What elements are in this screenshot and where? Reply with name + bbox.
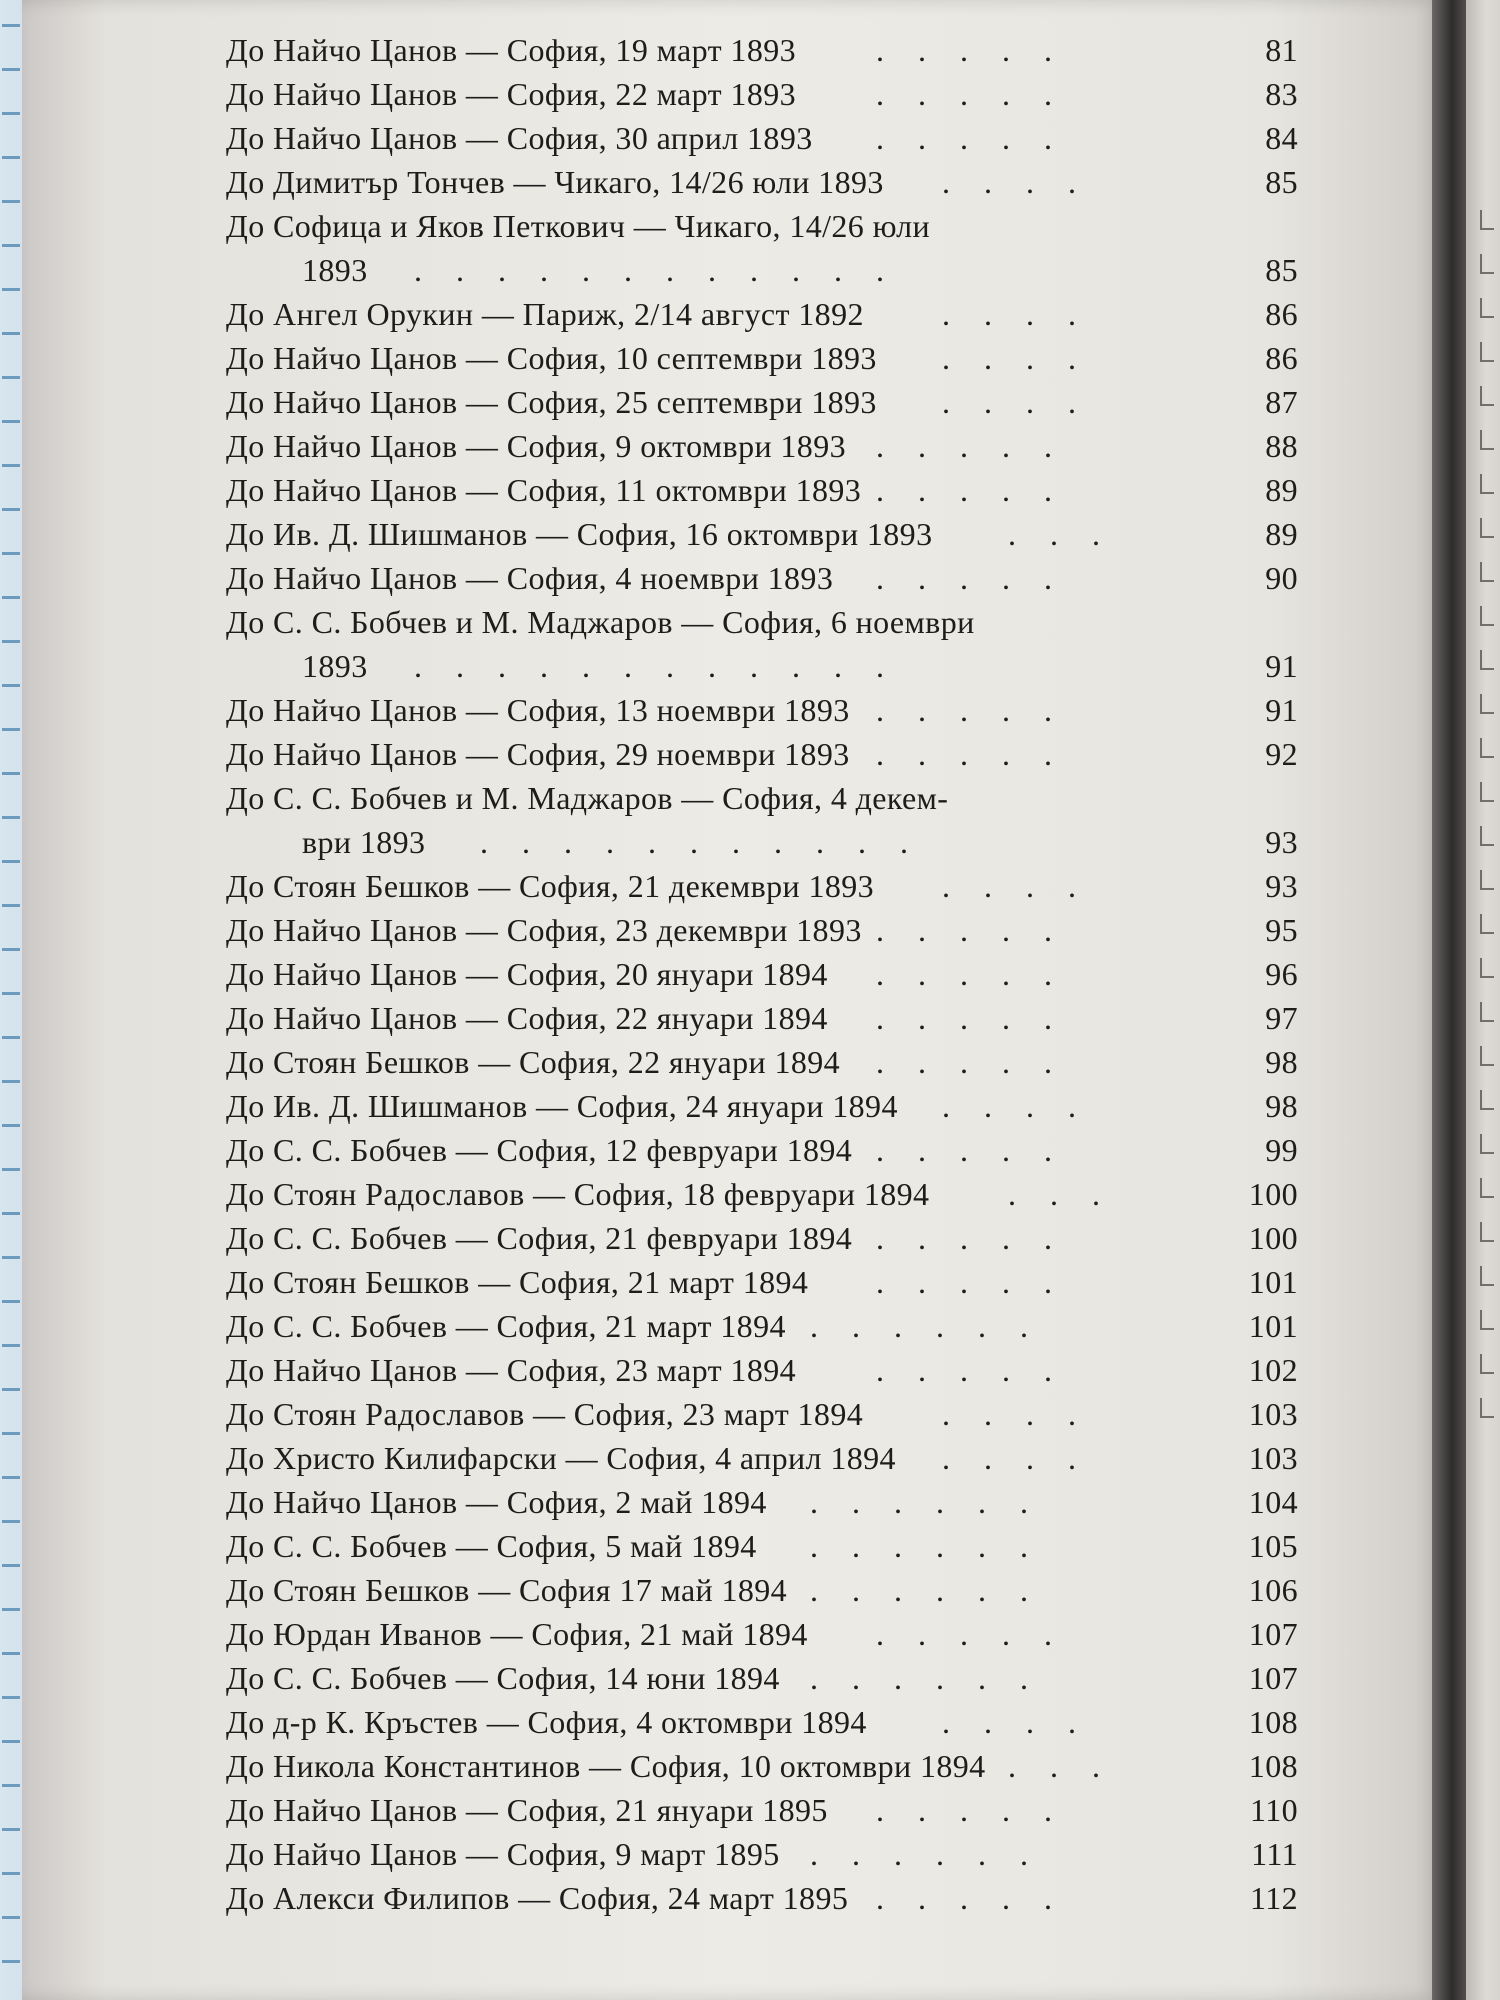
margin-tick xyxy=(2,1740,20,1743)
margin-tick xyxy=(2,332,20,335)
facing-page-glyph xyxy=(1480,386,1494,406)
dot-leader: ...... xyxy=(810,1660,1062,1696)
margin-tick xyxy=(2,1432,20,1435)
margin-tick xyxy=(2,68,20,71)
margin-tick xyxy=(2,1036,20,1039)
toc-entry-title: До Найчо Цанов — София, 23 март 1894 xyxy=(226,1352,797,1388)
toc-entry xyxy=(226,820,1298,864)
toc-entry-title: До Найчо Цанов — София, 29 ноември 1893 xyxy=(226,736,850,772)
dot-leader: ..... xyxy=(876,1792,1086,1828)
margin-tick xyxy=(2,420,20,423)
toc-entry-title: До Найчо Цанов — София, 25 септември 1893 xyxy=(226,384,877,420)
toc-entry xyxy=(226,1304,1298,1348)
facing-page-glyph xyxy=(1480,1002,1494,1022)
dot-leader: ............ xyxy=(414,648,918,684)
toc-entry-title: До Найчо Цанов — София, 9 октомври 1893 xyxy=(226,428,846,464)
toc-entry xyxy=(226,1216,1298,1260)
facing-page-glyph xyxy=(1480,1266,1494,1286)
facing-page-glyph xyxy=(1480,1398,1494,1418)
dot-leader: ...... xyxy=(810,1484,1062,1520)
dot-leader: ..... xyxy=(876,692,1086,728)
toc-entry-title: До Димитър Тончев — Чикаго, 14/26 юли 1893 xyxy=(226,164,884,200)
toc-entry-title: До Софица и Яков Петкович — Чикаго, 14/26 юли xyxy=(226,208,931,244)
dot-leader: ..... xyxy=(876,76,1086,112)
margin-tick xyxy=(2,1344,20,1347)
facing-page-glyph xyxy=(1480,298,1494,318)
toc-entry-page: 110 xyxy=(1249,1792,1298,1828)
facing-page-glyph xyxy=(1480,738,1494,758)
facing-page-glyph xyxy=(1480,1046,1494,1066)
toc-entry xyxy=(226,1612,1298,1656)
dot-leader: .... xyxy=(942,384,1110,420)
dot-leader: ..... xyxy=(876,1352,1086,1388)
toc-entry-title: До Ангел Орукин — Париж, 2/14 август 1892 xyxy=(226,296,864,332)
margin-tick xyxy=(2,1300,20,1303)
toc-entry-page: 87 xyxy=(1265,384,1298,420)
dot-leader: .... xyxy=(942,296,1110,332)
toc-entry xyxy=(226,336,1298,380)
margin-tick xyxy=(2,200,20,203)
facing-page-glyph xyxy=(1480,958,1494,978)
margin-tick xyxy=(2,1652,20,1655)
facing-page-glyph xyxy=(1480,650,1494,670)
toc-entry xyxy=(226,1084,1298,1128)
toc-entry-page: 102 xyxy=(1248,1352,1298,1388)
facing-page-glyph xyxy=(1480,1134,1494,1154)
toc-entry xyxy=(226,600,1298,644)
toc-entry-title: До Найчо Цанов — София, 30 април 1893 xyxy=(226,120,813,156)
dot-leader: ... xyxy=(1008,516,1134,552)
toc-entry xyxy=(226,644,1298,688)
dot-leader: .... xyxy=(942,1396,1110,1432)
toc-entry-title: До Ив. Д. Шишманов — София, 24 януари 1894 xyxy=(226,1088,898,1124)
toc-entry xyxy=(226,732,1298,776)
facing-page-edge xyxy=(1466,0,1500,2000)
toc-entry xyxy=(226,1128,1298,1172)
dot-leader: ..... xyxy=(876,120,1086,156)
margin-tick xyxy=(2,948,20,951)
toc-entry-page: 108 xyxy=(1248,1704,1298,1740)
toc-entry xyxy=(226,248,1298,292)
facing-page-glyph xyxy=(1480,1310,1494,1330)
toc-entry-page: 106 xyxy=(1248,1572,1298,1608)
margin-tick xyxy=(2,464,20,467)
toc-entry-page: 107 xyxy=(1248,1660,1298,1696)
margin-tick xyxy=(2,1828,20,1831)
margin-tick xyxy=(2,904,20,907)
toc-entry-page: 100 xyxy=(1248,1176,1298,1212)
toc-entry-title: До Найчо Цанов — София, 4 ноември 1893 xyxy=(226,560,834,596)
toc-entry-title: До Найчо Цанов — София, 23 декември 1893 xyxy=(226,912,862,948)
margin-tick xyxy=(2,1388,20,1391)
toc-entry-title: До Юрдан Иванов — София, 21 май 1894 xyxy=(226,1616,808,1652)
toc-entry xyxy=(226,996,1298,1040)
toc-entry-title: До Найчо Цанов — София, 13 ноември 1893 xyxy=(226,692,850,728)
toc-entry-page: 91 xyxy=(1265,648,1298,684)
toc-entry xyxy=(226,1700,1298,1744)
toc-entry-title: 1893 xyxy=(302,648,368,684)
toc-entry-page: 86 xyxy=(1265,340,1298,376)
toc-entry xyxy=(226,1524,1298,1568)
dot-leader: ..... xyxy=(876,560,1086,596)
toc-entry-page: 103 xyxy=(1248,1396,1298,1432)
toc-entry-title: До Стоян Бешков — София, 21 декември 1893 xyxy=(226,868,875,904)
margin-tick xyxy=(2,376,20,379)
toc-entry-page: 83 xyxy=(1265,76,1298,112)
facing-page-glyph xyxy=(1480,474,1494,494)
toc-entry-page: 101 xyxy=(1248,1264,1298,1300)
toc-entry xyxy=(226,1436,1298,1480)
facing-page-glyph xyxy=(1480,254,1494,274)
toc-entry-page: 89 xyxy=(1265,516,1298,552)
margin-tick xyxy=(2,1872,20,1875)
facing-page-glyph xyxy=(1480,914,1494,934)
dot-leader: .... xyxy=(942,1088,1110,1124)
toc-entry-title: До Найчо Цанов — София, 19 март 1893 xyxy=(226,32,797,68)
toc-entry-title: До Стоян Радославов — София, 18 февруари 1894 xyxy=(226,1176,930,1212)
toc-entry-page: 89 xyxy=(1265,472,1298,508)
facing-page-glyph xyxy=(1480,1178,1494,1198)
toc-entry-page: 97 xyxy=(1265,1000,1298,1036)
dot-leader: ........... xyxy=(480,824,942,860)
margin-tick xyxy=(2,1520,20,1523)
margin-tick xyxy=(2,1212,20,1215)
toc-entry-title: До Христо Килифарски — София, 4 април 1894 xyxy=(226,1440,896,1476)
facing-page-glyph xyxy=(1480,606,1494,626)
dot-leader: ..... xyxy=(876,1616,1086,1652)
facing-page-glyph xyxy=(1480,210,1494,230)
toc-entry-page: 93 xyxy=(1265,824,1298,860)
facing-page-glyph xyxy=(1480,1090,1494,1110)
margin-tick xyxy=(2,728,20,731)
dot-leader: ...... xyxy=(810,1308,1062,1344)
facing-page-glyph xyxy=(1480,518,1494,538)
toc-entry-page: 105 xyxy=(1248,1528,1298,1564)
toc-entry-title: ври 1893 xyxy=(302,824,426,860)
toc-entry xyxy=(226,1788,1298,1832)
dot-leader: .... xyxy=(942,340,1110,376)
toc-entry-title: До Найчо Цанов — София, 10 септември 1893 xyxy=(226,340,877,376)
toc-entry xyxy=(226,1480,1298,1524)
margin-tick xyxy=(2,112,20,115)
margin-tick xyxy=(2,1168,20,1171)
toc-entry xyxy=(226,952,1298,996)
toc-entry-title: До С. С. Бобчев и М. Маджаров — София, 4 декем- xyxy=(226,780,949,816)
toc-entry-title: До С. С. Бобчев — София, 21 февруари 1894 xyxy=(226,1220,853,1256)
toc-entry xyxy=(226,72,1298,116)
toc-entry-title: До С. С. Бобчев — София, 14 юни 1894 xyxy=(226,1660,780,1696)
toc-entry xyxy=(226,468,1298,512)
toc-entry-title: До Стоян Бешков — София, 21 март 1894 xyxy=(226,1264,809,1300)
facing-page-glyph xyxy=(1480,1222,1494,1242)
toc-entry-page: 85 xyxy=(1265,164,1298,200)
margin-tick xyxy=(2,1564,20,1567)
margin-tick xyxy=(2,1476,20,1479)
toc-entry xyxy=(226,292,1298,336)
margin-tick xyxy=(2,1256,20,1259)
dot-leader: ............ xyxy=(414,252,918,288)
toc-entry xyxy=(226,1876,1298,1920)
margin-tick xyxy=(2,816,20,819)
dot-leader: ..... xyxy=(876,428,1086,464)
toc-entry-page: 84 xyxy=(1265,120,1298,156)
toc-entry-page: 92 xyxy=(1265,736,1298,772)
margin-tick xyxy=(2,1080,20,1083)
toc-entry xyxy=(226,1260,1298,1304)
dot-leader: ...... xyxy=(810,1528,1062,1564)
toc-entry xyxy=(226,116,1298,160)
margin-tick xyxy=(2,596,20,599)
toc-entry xyxy=(226,380,1298,424)
margin-tick xyxy=(2,244,20,247)
toc-entry-page: 103 xyxy=(1248,1440,1298,1476)
toc-entry xyxy=(226,424,1298,468)
toc-entry-page: 90 xyxy=(1265,560,1298,596)
toc-entry-title: До Никола Константинов — София, 10 октомври 1894 xyxy=(226,1748,986,1784)
toc-entry-title: До Стоян Бешков — София, 22 януари 1894 xyxy=(226,1044,841,1080)
margin-tick xyxy=(2,772,20,775)
toc-entry xyxy=(226,864,1298,908)
toc-entry xyxy=(226,556,1298,600)
toc-entry-title: До Найчо Цанов — София, 9 март 1895 xyxy=(226,1836,780,1872)
facing-page-glyph xyxy=(1480,430,1494,450)
facing-page-glyph xyxy=(1480,870,1494,890)
dot-leader: ...... xyxy=(810,1836,1062,1872)
dot-leader: ..... xyxy=(876,1880,1086,1916)
dot-leader: ..... xyxy=(876,1264,1086,1300)
margin-tick xyxy=(2,24,20,27)
margin-tick xyxy=(2,552,20,555)
toc-entry-title: До Стоян Радославов — София, 23 март 1894 xyxy=(226,1396,864,1432)
toc-entry-title: До Стоян Бешков — София 17 май 1894 xyxy=(226,1572,788,1608)
margin-tick xyxy=(2,156,20,159)
dot-leader: ..... xyxy=(876,736,1086,772)
dot-leader: .... xyxy=(942,1704,1110,1740)
toc-entry xyxy=(226,688,1298,732)
dot-leader: ..... xyxy=(876,956,1086,992)
facing-page-glyph xyxy=(1480,1354,1494,1374)
margin-tick xyxy=(2,288,20,291)
facing-page-glyph xyxy=(1480,826,1494,846)
margin-tick xyxy=(2,1960,20,1963)
toc-entry-title: До С. С. Бобчев — София, 5 май 1894 xyxy=(226,1528,757,1564)
dot-leader: .... xyxy=(942,164,1110,200)
toc-entry xyxy=(226,1172,1298,1216)
toc-entry-page: 88 xyxy=(1265,428,1298,464)
toc-entry-page: 100 xyxy=(1248,1220,1298,1256)
toc-entry-title: До д-р К. Кръстев — София, 4 октомври 1894 xyxy=(226,1704,867,1740)
margin-tick xyxy=(2,640,20,643)
toc-entry xyxy=(226,1832,1298,1876)
margin-tick xyxy=(2,508,20,511)
margin-tick xyxy=(2,684,20,687)
toc-entry xyxy=(226,1656,1298,1700)
dot-leader: ..... xyxy=(876,912,1086,948)
margin-tick xyxy=(2,1784,20,1787)
toc-entry xyxy=(226,1744,1298,1788)
toc-entry-page: 107 xyxy=(1248,1616,1298,1652)
toc-entry xyxy=(226,776,1298,820)
toc-entry xyxy=(226,1348,1298,1392)
toc-entry-page: 95 xyxy=(1265,912,1298,948)
facing-page-glyph xyxy=(1480,342,1494,362)
margin-tick xyxy=(2,1608,20,1611)
dot-leader: ..... xyxy=(876,1044,1086,1080)
toc-entry-page: 86 xyxy=(1265,296,1298,332)
toc-entry xyxy=(226,512,1298,556)
toc-entry xyxy=(226,204,1298,248)
dot-leader: ... xyxy=(1008,1748,1134,1784)
dot-leader: ..... xyxy=(876,1132,1086,1168)
toc-entry-page: 81 xyxy=(1265,32,1298,68)
margin-tick xyxy=(2,860,20,863)
dot-leader: ..... xyxy=(876,1220,1086,1256)
toc-entry-title: До Найчо Цанов — София, 2 май 1894 xyxy=(226,1484,767,1520)
dot-leader: ..... xyxy=(876,472,1086,508)
toc-entry-title: До Найчо Цанов — София, 21 януари 1895 xyxy=(226,1792,828,1828)
toc-entry-page: 112 xyxy=(1249,1880,1298,1916)
dot-leader: ...... xyxy=(810,1572,1062,1608)
toc-entry-page: 93 xyxy=(1265,868,1298,904)
toc-entry-title: До Найчо Цанов — София, 22 март 1893 xyxy=(226,76,797,112)
table-of-contents xyxy=(226,28,1298,1920)
toc-entry-title: До Найчо Цанов — София, 20 януари 1894 xyxy=(226,956,828,992)
toc-entry-page: 96 xyxy=(1265,956,1298,992)
facing-page-glyph xyxy=(1480,694,1494,714)
toc-entry-page: 91 xyxy=(1265,692,1298,728)
facing-page-glyph xyxy=(1480,562,1494,582)
toc-entry-page: 98 xyxy=(1265,1088,1298,1124)
toc-entry xyxy=(226,1040,1298,1084)
margin-tick xyxy=(2,1916,20,1919)
toc-entry-page: 111 xyxy=(1251,1836,1298,1872)
toc-entry-title: 1893 xyxy=(302,252,368,288)
toc-entry-title: До Ив. Д. Шишманов — София, 16 октомври 1893 xyxy=(226,516,933,552)
toc-entry xyxy=(226,28,1298,72)
toc-entry-page: 98 xyxy=(1265,1044,1298,1080)
dot-leader: ..... xyxy=(876,1000,1086,1036)
toc-entry-page: 108 xyxy=(1248,1748,1298,1784)
toc-entry xyxy=(226,1568,1298,1612)
dot-leader: .... xyxy=(942,868,1110,904)
toc-entry-title: До С. С. Бобчев — София, 12 февруари 1894 xyxy=(226,1132,853,1168)
toc-entry-title: До С. С. Бобчев — София, 21 март 1894 xyxy=(226,1308,786,1344)
facing-page-glyph xyxy=(1480,782,1494,802)
toc-entry-title: До Алекси Филипов — София, 24 март 1895 xyxy=(226,1880,849,1916)
dot-leader: ..... xyxy=(876,32,1086,68)
dot-leader: .... xyxy=(942,1440,1110,1476)
toc-entry-page: 101 xyxy=(1248,1308,1298,1344)
margin-tick xyxy=(2,1124,20,1127)
dot-leader: ... xyxy=(1008,1176,1134,1212)
toc-entry xyxy=(226,160,1298,204)
toc-entry-title: До Найчо Цанов — София, 11 октомври 1893 xyxy=(226,472,862,508)
toc-entry-page: 99 xyxy=(1265,1132,1298,1168)
margin-tick xyxy=(2,1696,20,1699)
toc-entry xyxy=(226,1392,1298,1436)
toc-entry xyxy=(226,908,1298,952)
toc-entry-page: 85 xyxy=(1265,252,1298,288)
toc-entry-page: 104 xyxy=(1248,1484,1298,1520)
toc-entry-title: До С. С. Бобчев и М. Маджаров — София, 6 ноември xyxy=(226,604,975,640)
margin-tick xyxy=(2,992,20,995)
toc-entry-title: До Найчо Цанов — София, 22 януари 1894 xyxy=(226,1000,828,1036)
